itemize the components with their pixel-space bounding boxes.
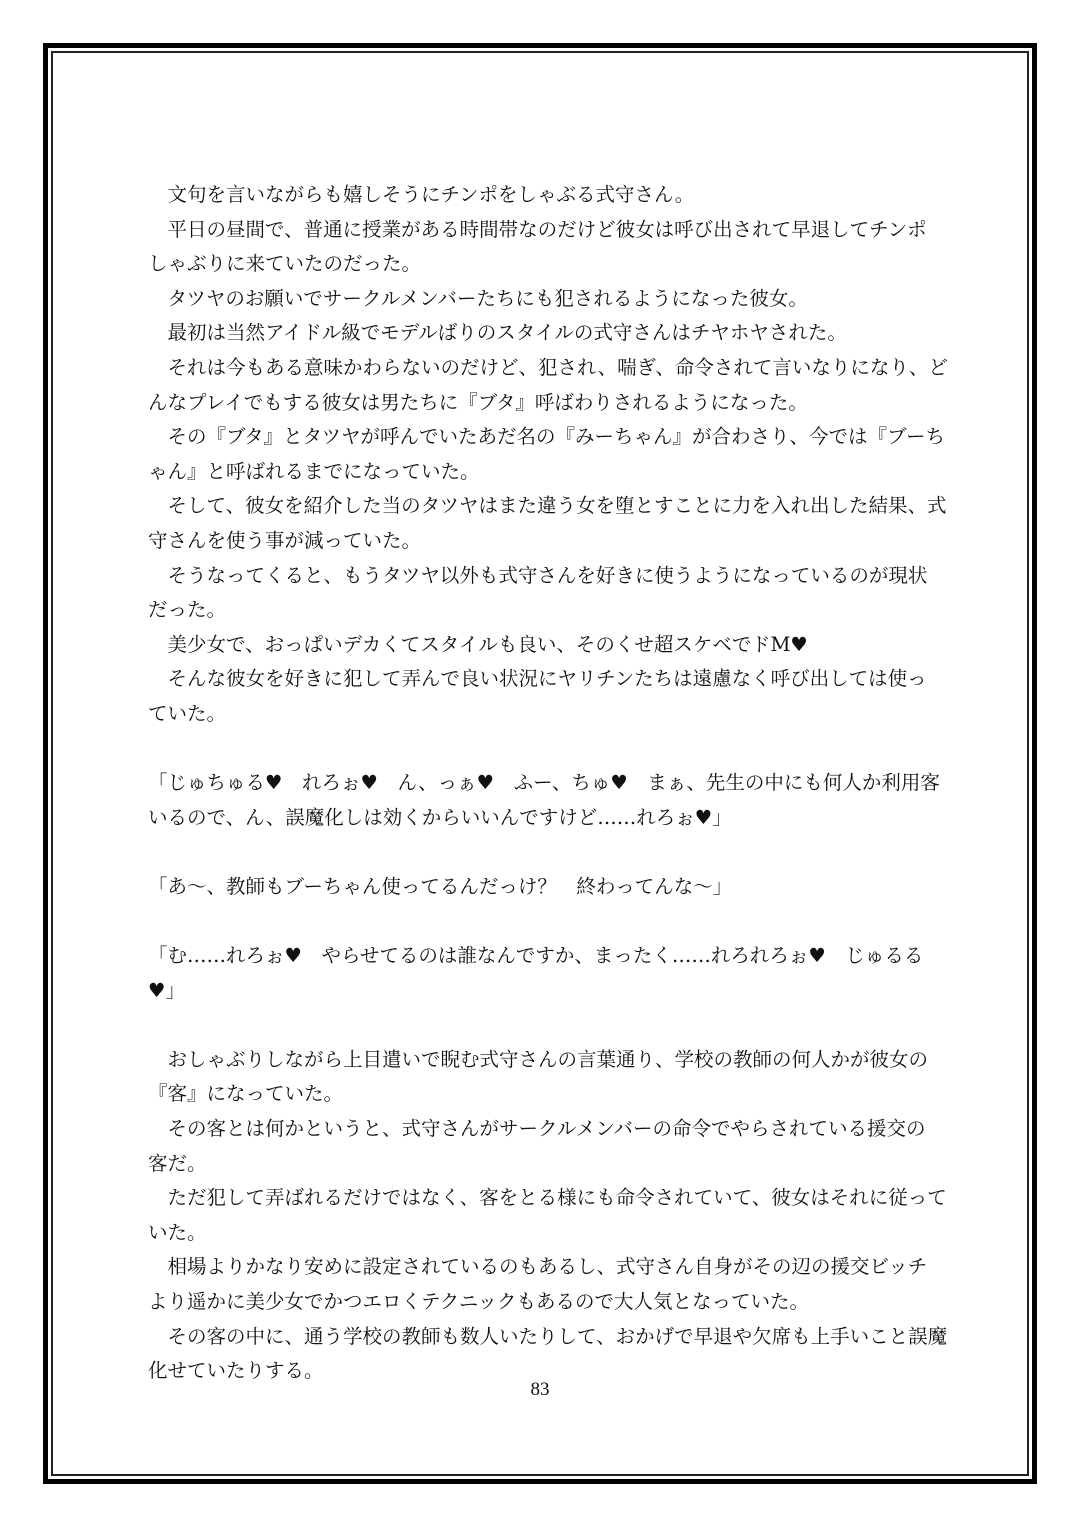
text-line: 美少女で、おっぱいデカくてスタイルも良い、そのくせ超スケベでドM♥	[148, 632, 808, 656]
text-line: 「あ～、教師もブーちゃん使ってるんだっけ？ 終わってんな～」	[148, 874, 733, 898]
text-line: 相場よりかなり安めに設定されているのもあるし、式守さん自身がその辺の援交ビッチ	[148, 1255, 928, 1279]
text-line: いた。	[148, 1220, 207, 1244]
text-line: おしゃぶりしながら上目遣いで睨む式守さんの言葉通り、学校の教師の何人かが彼女の	[148, 1047, 929, 1071]
text-line: 守さんを使う事が減っていた。	[148, 528, 422, 552]
text-line: 『客』になっていた。	[148, 1082, 344, 1106]
text-line: 平日の昼間で、普通に授業がある時間帯なのだけど彼女は呼び出されて早退してチンポ	[148, 217, 927, 241]
text-line: 「じゅちゅる♥ れろぉ♥ ん、っぁ♥ ふー、ちゅ♥ まぁ、先生の中にも何人か利用客	[148, 771, 940, 795]
text-line: より遥かに美少女でかつエロくテクニックもあるので大人気となっていた。	[148, 1290, 810, 1313]
text-line	[148, 835, 938, 870]
body-text	[148, 178, 948, 1389]
text-line: 客だ。	[148, 1151, 207, 1175]
text-line: その『ブタ』とタツヤが呼んでいたあだ名の『みーちゃん』が合わさり、今では『ブーち	[148, 425, 945, 449]
text-line: ♥」	[148, 978, 185, 1002]
text-line: タツヤのお願いでサークルメンバーたちにも犯されるようになった彼女。	[148, 286, 808, 310]
text-line: ゃん』と呼ばれるまでになっていた。	[148, 459, 480, 483]
text-line: その客の中に、通う学校の教師も数人いたりして、おかげで早退や欠席も上手いこと誤魔	[148, 1324, 948, 1348]
text-line: 最初は当然アイドル級でモデルばりのスタイルの式守さんはチヤホヤされた。	[148, 321, 847, 345]
text-line: 「む……れろぉ♥ やらせてるのは誰なんですか、まったく……れろれろぉ♥ じゅるる	[148, 944, 924, 968]
text-line: 化せていたりする。	[148, 1359, 324, 1383]
text-line: そんな彼女を好きに犯して弄んで良い状況にヤリチンたちは遠慮なく呼び出しては使っ	[148, 667, 927, 691]
text-line: しゃぶりに来ていたのだった。	[148, 252, 422, 276]
page-number: 83	[530, 1379, 550, 1400]
text-line: そして、彼女を紹介した当のタツヤはまた違う女を堕とすことに力を入れ出した結果、式	[148, 494, 947, 518]
text-line	[148, 732, 938, 767]
text-line: そうなってくると、もうタツヤ以外も式守さんを好きに使うようになっているのが現状	[148, 563, 928, 587]
text-line: だった。	[148, 598, 227, 622]
text-line	[148, 1008, 938, 1043]
text-line: 文句を言いながらも嬉しそうにチンポをしゃぶる式守さん。	[148, 183, 695, 206]
text-line: ていた。	[148, 701, 227, 725]
text-line: その客とは何かというと、式守さんがサークルメンバーの命令でやらされている援交の	[148, 1117, 926, 1141]
text-line: ただ犯して弄ばれるだけではなく、客をとる様にも命令されていて、彼女はそれに従って	[148, 1186, 947, 1210]
text-line: いるので、ん、誤魔化しは効くからいいんですけど……れろぉ♥」	[148, 805, 732, 829]
text-line: んなプレイでもする彼女は男たちに『ブタ』呼ばわりされるようになった。	[148, 390, 808, 414]
text-line	[148, 904, 938, 939]
text-line: それは今もある意味かわらないのだけど、犯され、喘ぎ、命令されて言いなりになり、ど	[148, 355, 948, 379]
